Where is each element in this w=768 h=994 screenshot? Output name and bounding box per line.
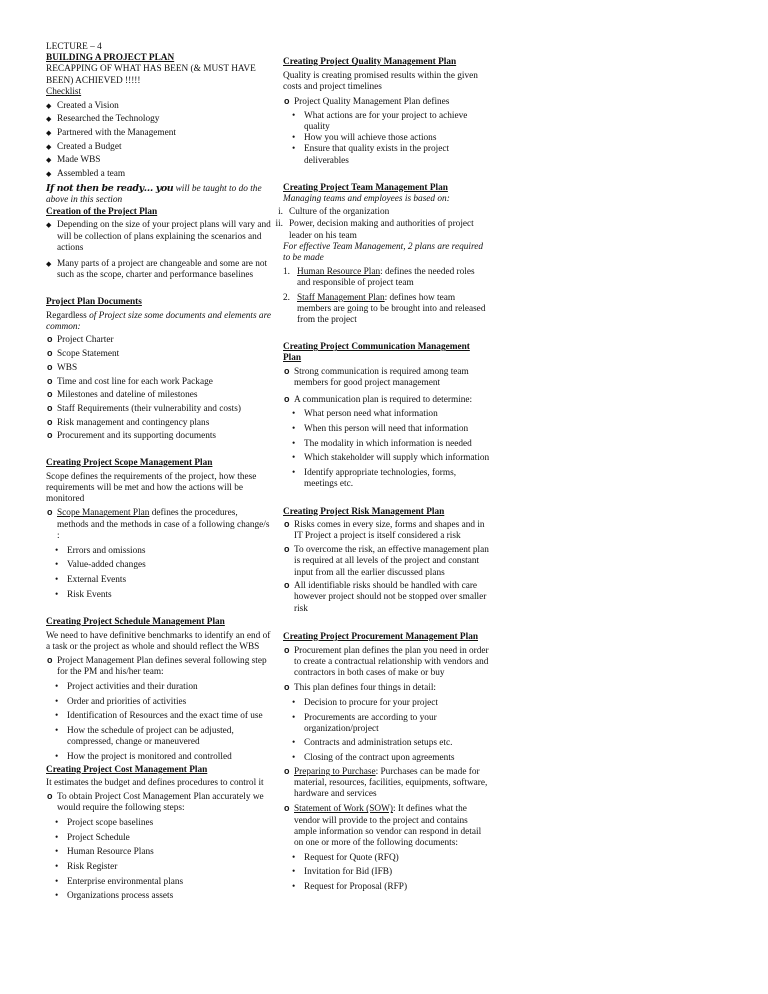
- checklist-label: Checklist: [46, 86, 82, 97]
- list-item: o Project Management Plan defines several following step for the PM and his/her team:: [46, 656, 271, 678]
- section-heading-quality: Creating Project Quality Management Plan: [283, 57, 457, 67]
- note: [46, 183, 271, 206]
- list-item: • When this person will need that information: [283, 424, 490, 435]
- list-item: • Organizations process assets: [46, 891, 271, 902]
- note-rest: will be taught to do the above in this section: [46, 184, 262, 206]
- list-item: o All identifiable risks should be handled with care however project should not be stopped over smaller risk: [283, 581, 490, 615]
- page-title: BUILDING A PROJECT PLAN: [46, 53, 175, 64]
- list-item: • Which stakeholder will supply which information: [283, 453, 490, 464]
- section-heading-procurement: Creating Project Procurement Management Plan: [283, 631, 479, 642]
- docs-intro-italic: of Project size some documents and elements are common:: [46, 310, 271, 332]
- comm-sublist: [283, 409, 490, 490]
- scope-list: [46, 508, 271, 542]
- list-item: ◆ Many parts of a project are changeable and some are not such as the scope, charter and performance baselines: [46, 259, 271, 281]
- list-item: ◆ Created a Budget: [46, 142, 271, 153]
- list-text: Culture of the organization: [289, 206, 390, 217]
- list-item: • Request for Quote (RFQ): [283, 853, 490, 864]
- list-item: o Project Quality Management Plan defines: [283, 97, 490, 108]
- list-item: ◆ Created a Vision: [46, 101, 271, 112]
- schedule-sublist: [46, 682, 271, 763]
- list-marker: ii.: [275, 219, 283, 230]
- list-item: • External Events: [46, 575, 271, 586]
- team-intro: Managing teams and employees is based on:: [283, 194, 450, 205]
- list-item: • Project Schedule: [46, 833, 271, 844]
- purchase-text: : Purchases can be made for material, resources, facilities, equipments, software, hardware and services: [294, 766, 488, 800]
- team-note: For effective Team Management, 2 plans are required to be made: [283, 241, 484, 264]
- list-item: o Scope Statement: [46, 349, 271, 360]
- list-item: o Risks comes in every size, forms and shapes and in IT Project a project is itself considered a risk: [283, 520, 490, 542]
- list-item: • How the schedule of project can be adjusted, compressed, change or maneuvered: [46, 726, 271, 748]
- list-item: [283, 767, 490, 801]
- scope-sublist: [46, 546, 271, 601]
- procurement-sublist: [283, 698, 490, 765]
- list-text: Power, decision making and authorities of project leader on his team: [289, 219, 474, 241]
- schedule-list: [46, 656, 271, 678]
- risk-list: [283, 520, 490, 615]
- section-heading-team: Creating Project Team Management Plan: [283, 182, 448, 193]
- list-item: o This plan defines four things in detail:: [283, 683, 490, 694]
- recap-text: RECAPPING OF WHAT HAS BEEN (& MUST HAVE BEEN) ACHIEVED !!!!!: [46, 64, 256, 86]
- docs-intro-plain: Regardless: [46, 310, 87, 321]
- list-item: • The modality in which information is needed: [283, 439, 490, 450]
- list-item: • Project activities and their duration: [46, 682, 271, 693]
- cost-list: [46, 792, 271, 814]
- list-item: • Identification of Resources and the exact time of use: [46, 711, 271, 722]
- list-item: [46, 508, 271, 542]
- list-item: • Procurements are according to your organization/project: [283, 713, 490, 735]
- list-item: • How the project is monitored and controlled: [46, 752, 271, 763]
- list-item: o Strong communication is required among team members for good project management: [283, 367, 490, 389]
- list-item: ◆ Partnered with the Management: [46, 128, 271, 139]
- list-item: • How you will achieve those actions: [283, 133, 490, 144]
- scope-intro: Scope defines the requirements of the project, how these requirements will be met and how the actions will be monitored: [46, 471, 257, 505]
- right-column: [275, 57, 490, 893]
- list-item: o Milestones and dateline of milestones: [46, 390, 271, 401]
- cost-sublist: [46, 818, 271, 903]
- list-item: ◆ Assembled a team: [46, 169, 271, 180]
- team-plans-list: [283, 267, 490, 326]
- quality-list: [283, 97, 490, 108]
- list-item: o WBS: [46, 363, 271, 374]
- list-item: • What actions are for your project to achieve quality: [283, 111, 490, 133]
- docs-intro: [46, 311, 271, 333]
- checklist: [46, 101, 271, 181]
- list-item: • Request for Proposal (RFP): [283, 882, 490, 893]
- list-item: • Contracts and administration setups etc.: [283, 738, 490, 749]
- cost-intro: It estimates the budget and defines procedures to control it: [46, 778, 264, 789]
- note-script: If not then be ready… you: [46, 183, 174, 195]
- procurement-list: [283, 646, 490, 695]
- procurement-list-2: [283, 767, 490, 849]
- section-heading-scope: Creating Project Scope Management Plan: [46, 457, 213, 468]
- schedule-intro: We need to have definitive benchmarks to identify an end of a task or the project as whole and should reflect the WBS: [46, 631, 271, 653]
- sow-term: Statement of Work (SOW): [294, 804, 394, 815]
- team-roman-list: [267, 207, 490, 242]
- section-heading-cost: Creating Project Cost Management Plan: [46, 765, 208, 776]
- quality-intro: Quality is creating promised results within the given costs and project timelines: [283, 71, 478, 93]
- list-item: • Decision to procure for your project: [283, 698, 490, 709]
- left-column: [46, 42, 271, 903]
- lecture-label: LECTURE – 4: [46, 42, 102, 52]
- list-item: • Value-added changes: [46, 560, 271, 571]
- list-marker: i.: [278, 206, 283, 217]
- list-item: • Project scope baselines: [46, 818, 271, 829]
- list-item: [283, 293, 490, 327]
- creation-list: [46, 220, 271, 281]
- scope-plan-text: defines the procedures, methods and the methods in case of a following change/s :: [57, 508, 270, 541]
- list-item: o To overcome the risk, an effective management plan is required at all levels of the project and constant input from all the earlier discussed plans: [283, 545, 490, 579]
- list-item: [283, 267, 490, 289]
- list-item: ◆ Researched the Technology: [46, 114, 271, 125]
- section-heading-creation: Creation of the Project Plan: [46, 206, 158, 217]
- section-heading-communication: Creating Project Communication Management Plan: [283, 342, 470, 364]
- list-item: • Order and priorities of activities: [46, 697, 271, 708]
- procurement-docs: [283, 853, 490, 894]
- list-item: o Staff Requirements (their vulnerability and costs): [46, 404, 271, 415]
- section-heading-schedule: Creating Project Schedule Management Plan: [46, 616, 225, 627]
- quality-sublist: [283, 111, 490, 167]
- list-item: [267, 219, 490, 241]
- list-item: • Risk Register: [46, 862, 271, 873]
- list-item: ◆ Made WBS: [46, 155, 271, 166]
- comm-list: [283, 367, 490, 406]
- list-item: • What person need what information: [283, 409, 490, 420]
- list-item: o Procurement plan defines the plan you need in order to create a contractual relationship with vendors and contractors in both cases of make or buy: [283, 646, 490, 680]
- list-item: • Risk Events: [46, 590, 271, 601]
- plan-term: Human Resource Plan: [297, 267, 381, 278]
- list-marker: 2.: [283, 292, 290, 303]
- list-item: o Risk management and contingency plans: [46, 418, 271, 429]
- list-item: • Enterprise environmental plans: [46, 877, 271, 888]
- list-item: [267, 207, 490, 218]
- section-heading-docs: Project Plan Documents: [46, 297, 142, 308]
- list-item: o A communication plan is required to determine:: [283, 395, 490, 406]
- list-item: • Closing of the contract upon agreements: [283, 753, 490, 764]
- list-item: o To obtain Project Cost Management Plan accurately we would require the following steps:: [46, 792, 271, 814]
- sow-text: : It defines what the vendor will provide to the project and contains ample information so vendor can respond in detail on one or more of the following documents:: [294, 804, 482, 849]
- purchase-term: Preparing to Purchase: [294, 766, 376, 777]
- plan-text: : defines the needed roles and responsible of project team: [297, 267, 475, 289]
- list-item: [283, 804, 490, 849]
- list-marker: 1.: [283, 267, 290, 278]
- list-item: • Human Resource Plans: [46, 847, 271, 858]
- list-item: • Invitation for Bid (IFB): [283, 867, 490, 878]
- plan-text: : defines how team members are going to be brought into and released from the project: [297, 292, 486, 326]
- list-item: o Project Charter: [46, 335, 271, 346]
- scope-plan-term: Scope Management Plan: [57, 508, 150, 519]
- list-item: • Errors and omissions: [46, 546, 271, 557]
- list-item: • Identify appropriate technologies, forms, meetings etc.: [283, 468, 490, 490]
- list-item: o Procurement and its supporting documents: [46, 431, 271, 442]
- plan-term: Staff Management Plan: [297, 292, 385, 303]
- list-item: o Time and cost line for each work Package: [46, 377, 271, 388]
- section-heading-risk: Creating Project Risk Management Plan: [283, 506, 445, 517]
- docs-list: [46, 335, 271, 442]
- list-item: ◆ Depending on the size of your project plans will vary and will be collection of plans explaining the scenarios and actions: [46, 220, 271, 254]
- list-item: • Ensure that quality exists in the project deliverables: [283, 144, 490, 166]
